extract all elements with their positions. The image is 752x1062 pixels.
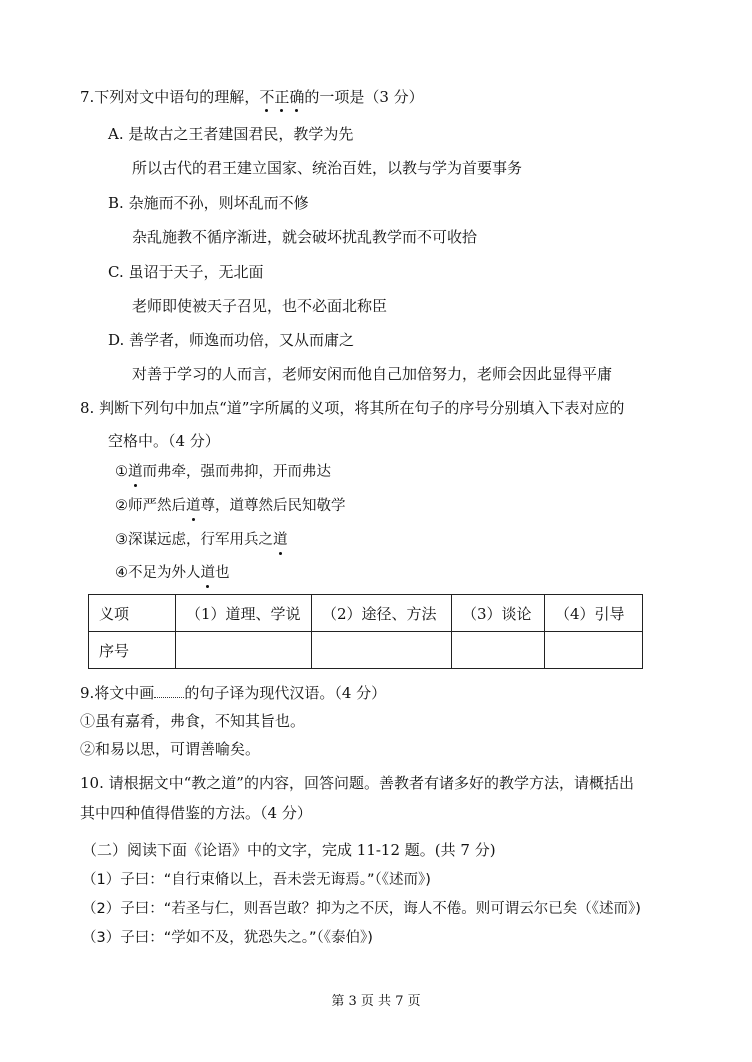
q7-stem bbox=[80, 87, 424, 107]
q7-stem-emphasis bbox=[259, 88, 304, 106]
answer-cell-3[interactable] bbox=[452, 632, 545, 669]
table-row-xuhao: 序号 bbox=[89, 632, 176, 669]
q7-stem-post: 的一项是（3 分） bbox=[304, 88, 424, 106]
q7-option-c bbox=[108, 262, 264, 282]
answer-cell-4[interactable] bbox=[545, 632, 643, 669]
table-header-yixiang: 义项 bbox=[89, 595, 176, 632]
table-header-4: （4）引导 bbox=[545, 595, 643, 632]
section2-heading: （二）阅读下面《论语》中的文字，完成 11-12 题。(共 7 分) bbox=[82, 841, 496, 859]
q8-s2-num: ② bbox=[115, 498, 128, 514]
table-row bbox=[89, 595, 643, 632]
q10-stem-line1: 10. 请根据文中“教之道”的内容，回答问题。善教者有诸多好的教学方法，请概括出 bbox=[80, 774, 634, 792]
q7-option-d-label: D. bbox=[108, 331, 125, 349]
q9-stem bbox=[80, 683, 386, 703]
q9-stem-post: 的句子译为现代汉语。（4 分） bbox=[184, 684, 387, 702]
table-header-2: （2）途径、方法 bbox=[312, 595, 452, 632]
q8-s3-pre: 深谋远虑，行军用兵之 bbox=[128, 532, 273, 548]
q8-s2-pre: 师严然后 bbox=[128, 498, 186, 514]
q8-sentence-4 bbox=[115, 563, 230, 583]
emphasis-char: 不 bbox=[259, 88, 275, 106]
q10-stem-line2: 其中四种值得借鉴的方法。（4 分） bbox=[80, 804, 312, 822]
q7-option-d-explain: 对善于学习的人而言，老师安闲而他自己加倍努力，老师会因此显得平庸 bbox=[132, 365, 613, 383]
q7-option-c-explain: 老师即使被天子召见，也不必面北称臣 bbox=[132, 297, 388, 315]
emphasis-char: 确 bbox=[289, 88, 305, 106]
q7-option-c-label: C. bbox=[108, 263, 124, 281]
q8-s1-dot: 道 bbox=[128, 464, 143, 480]
q8-s3-dot: 道 bbox=[273, 532, 288, 548]
q8-s2-post: 尊，道尊然后民知敬学 bbox=[200, 498, 346, 514]
q8-s4-pre: 不足为外人 bbox=[128, 565, 201, 581]
q7-option-c-text: 虽诏于天子，无北面 bbox=[128, 263, 264, 281]
page-footer: 第 3 页 共 7 页 bbox=[331, 994, 421, 1009]
table-header-3: （3）谈论 bbox=[452, 595, 545, 632]
table-header-1: （1）道理、学说 bbox=[176, 595, 312, 632]
q8-s4-num: ④ bbox=[115, 565, 128, 581]
q7-option-d bbox=[108, 330, 354, 350]
q8-sentence-3 bbox=[115, 530, 288, 550]
q8-s3-num: ③ bbox=[115, 532, 128, 548]
q8-s4-post: 也 bbox=[215, 565, 230, 581]
q9-sentence-2: ②和易以思，可谓善喻矣。 bbox=[80, 740, 261, 758]
q8-sentence-1 bbox=[115, 462, 331, 482]
q8-s2-dot: 道 bbox=[186, 498, 201, 514]
q9-sentence-1: ①虽有嘉肴，弗食，不知其旨也。 bbox=[80, 712, 306, 730]
q7-option-a-label: A. bbox=[108, 125, 124, 143]
wavy-underline-sample bbox=[154, 696, 184, 698]
answer-cell-2[interactable] bbox=[312, 632, 452, 669]
q8-s4-dot: 道 bbox=[200, 565, 215, 581]
section2-quote-3: （3）子曰：“学如不及，犹恐失之。”（《泰伯》) bbox=[82, 930, 373, 946]
q8-stem-line1: 8. 判断下列句中加点“道”字所属的义项，将其所在句子的序号分别填入下表对应的 bbox=[80, 399, 625, 417]
q8-s1-num: ① bbox=[115, 464, 128, 480]
q7-option-d-text: 善学者，师逸而功倍，又从而庸之 bbox=[129, 331, 355, 349]
q7-option-b-text: 杂施而不孙，则坏乱而不修 bbox=[128, 194, 309, 212]
q7-option-a-text: 是故古之王者建国君民，教学为先 bbox=[128, 125, 354, 143]
emphasis-char: 正 bbox=[274, 88, 290, 106]
q8-s1-post: 而弗牵，强而弗抑，开而弗达 bbox=[142, 464, 331, 480]
q7-option-b bbox=[108, 193, 309, 213]
q8-sentence-2 bbox=[115, 496, 346, 516]
q7-option-b-explain: 杂乱施教不循序渐进，就会破坏扰乱教学而不可收拾 bbox=[132, 228, 478, 246]
q8-stem-line2: 空格中。（4 分） bbox=[108, 432, 220, 450]
section2-quote-2: （2）子曰：“若圣与仁，则吾岂敢？抑为之不厌，诲人不倦。则可谓云尔已矣（《述而》) bbox=[82, 901, 641, 917]
table-row bbox=[89, 632, 643, 669]
q7-option-a bbox=[108, 124, 353, 144]
section2-quote-1: （1）子曰：“自行束脩以上，吾未尝无诲焉。”（《述而》) bbox=[82, 872, 431, 888]
q8-answer-table bbox=[88, 594, 643, 669]
q9-stem-pre: 9.将文中画 bbox=[80, 684, 155, 702]
q7-option-b-label: B. bbox=[108, 194, 124, 212]
answer-cell-1[interactable] bbox=[176, 632, 312, 669]
q7-stem-pre: 7.下列对文中语句的理解， bbox=[80, 88, 260, 106]
q7-option-a-explain: 所以古代的君王建立国家、统治百姓，以教与学为首要事务 bbox=[132, 159, 523, 177]
